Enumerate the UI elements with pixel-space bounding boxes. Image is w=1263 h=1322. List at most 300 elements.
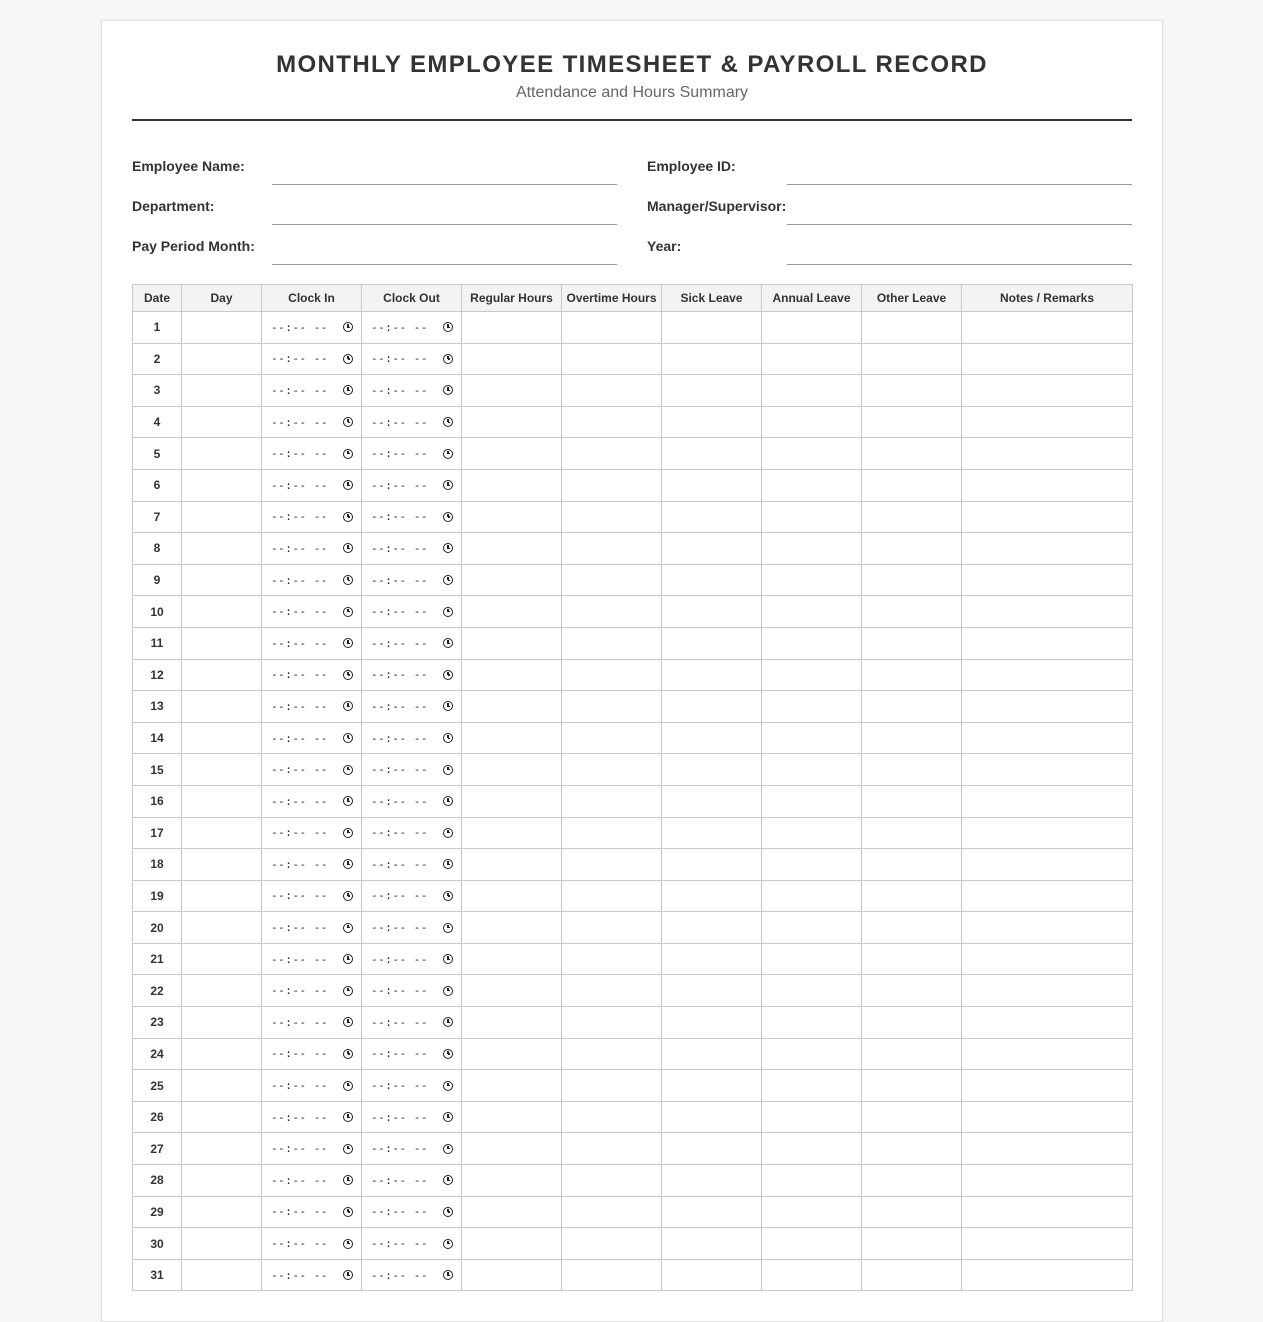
annual-leave-cell[interactable] [762, 343, 862, 375]
overtime-hours-cell[interactable] [562, 1196, 662, 1228]
clock-icon[interactable] [443, 923, 453, 933]
clock-in-time-input[interactable] [262, 1079, 361, 1092]
notes-cell[interactable] [962, 1038, 1133, 1070]
notes-cell[interactable] [962, 564, 1133, 596]
clock-icon[interactable] [343, 575, 353, 585]
notes-cell[interactable] [962, 375, 1133, 407]
clock-in-time-input[interactable] [262, 700, 361, 713]
day-cell[interactable] [182, 438, 262, 470]
year-input[interactable] [787, 232, 1132, 265]
regular-hours-cell[interactable] [462, 406, 562, 438]
other-leave-cell[interactable] [862, 627, 962, 659]
overtime-hours-cell[interactable] [562, 533, 662, 565]
other-leave-cell[interactable] [862, 880, 962, 912]
clock-in-time-input[interactable] [262, 921, 361, 934]
sick-leave-cell[interactable] [662, 817, 762, 849]
clock-out-time-input[interactable] [362, 447, 461, 460]
other-leave-cell[interactable] [862, 1196, 962, 1228]
other-leave-cell[interactable] [862, 975, 962, 1007]
regular-hours-cell[interactable] [462, 975, 562, 1007]
overtime-hours-cell[interactable] [562, 659, 662, 691]
clock-icon[interactable] [343, 638, 353, 648]
clock-icon[interactable] [343, 354, 353, 364]
sick-leave-cell[interactable] [662, 785, 762, 817]
overtime-hours-cell[interactable] [562, 406, 662, 438]
clock-icon[interactable] [443, 354, 453, 364]
clock-out-time-input[interactable] [362, 384, 461, 397]
notes-cell[interactable] [962, 343, 1133, 375]
day-cell[interactable] [182, 943, 262, 975]
day-cell[interactable] [182, 975, 262, 1007]
notes-cell[interactable] [962, 533, 1133, 565]
clock-icon[interactable] [343, 1081, 353, 1091]
annual-leave-cell[interactable] [762, 943, 862, 975]
other-leave-cell[interactable] [862, 817, 962, 849]
day-cell[interactable] [182, 312, 262, 344]
other-leave-cell[interactable] [862, 691, 962, 723]
annual-leave-cell[interactable] [762, 754, 862, 786]
day-cell[interactable] [182, 722, 262, 754]
clock-out-time-input[interactable] [362, 1205, 461, 1218]
day-cell[interactable] [182, 406, 262, 438]
clock-icon[interactable] [443, 733, 453, 743]
regular-hours-cell[interactable] [462, 1165, 562, 1197]
sick-leave-cell[interactable] [662, 849, 762, 881]
other-leave-cell[interactable] [862, 406, 962, 438]
sick-leave-cell[interactable] [662, 1133, 762, 1165]
other-leave-cell[interactable] [862, 564, 962, 596]
day-cell[interactable] [182, 1228, 262, 1260]
clock-in-time-input[interactable] [262, 637, 361, 650]
notes-cell[interactable] [962, 1165, 1133, 1197]
clock-out-time-input[interactable] [362, 574, 461, 587]
annual-leave-cell[interactable] [762, 691, 862, 723]
regular-hours-cell[interactable] [462, 469, 562, 501]
clock-icon[interactable] [443, 1175, 453, 1185]
clock-out-time-input[interactable] [362, 416, 461, 429]
clock-in-time-input[interactable] [262, 858, 361, 871]
regular-hours-cell[interactable] [462, 1038, 562, 1070]
annual-leave-cell[interactable] [762, 469, 862, 501]
clock-icon[interactable] [343, 480, 353, 490]
sick-leave-cell[interactable] [662, 501, 762, 533]
clock-icon[interactable] [443, 385, 453, 395]
clock-out-time-input[interactable] [362, 826, 461, 839]
clock-icon[interactable] [343, 543, 353, 553]
other-leave-cell[interactable] [862, 375, 962, 407]
overtime-hours-cell[interactable] [562, 343, 662, 375]
regular-hours-cell[interactable] [462, 438, 562, 470]
clock-in-time-input[interactable] [262, 321, 361, 334]
clock-in-time-input[interactable] [262, 826, 361, 839]
annual-leave-cell[interactable] [762, 849, 862, 881]
clock-out-time-input[interactable] [362, 732, 461, 745]
sick-leave-cell[interactable] [662, 691, 762, 723]
clock-icon[interactable] [443, 543, 453, 553]
annual-leave-cell[interactable] [762, 912, 862, 944]
clock-icon[interactable] [443, 1049, 453, 1059]
clock-out-time-input[interactable] [362, 1016, 461, 1029]
regular-hours-cell[interactable] [462, 1228, 562, 1260]
annual-leave-cell[interactable] [762, 533, 862, 565]
sick-leave-cell[interactable] [662, 1259, 762, 1291]
clock-in-time-input[interactable] [262, 1016, 361, 1029]
regular-hours-cell[interactable] [462, 722, 562, 754]
day-cell[interactable] [182, 1101, 262, 1133]
clock-in-time-input[interactable] [262, 953, 361, 966]
day-cell[interactable] [182, 596, 262, 628]
regular-hours-cell[interactable] [462, 849, 562, 881]
clock-in-time-input[interactable] [262, 605, 361, 618]
day-cell[interactable] [182, 754, 262, 786]
regular-hours-cell[interactable] [462, 880, 562, 912]
annual-leave-cell[interactable] [762, 1007, 862, 1039]
notes-cell[interactable] [962, 1259, 1133, 1291]
sick-leave-cell[interactable] [662, 533, 762, 565]
clock-icon[interactable] [343, 449, 353, 459]
clock-icon[interactable] [443, 1017, 453, 1027]
other-leave-cell[interactable] [862, 501, 962, 533]
overtime-hours-cell[interactable] [562, 754, 662, 786]
regular-hours-cell[interactable] [462, 501, 562, 533]
annual-leave-cell[interactable] [762, 1259, 862, 1291]
clock-icon[interactable] [443, 322, 453, 332]
day-cell[interactable] [182, 880, 262, 912]
other-leave-cell[interactable] [862, 596, 962, 628]
overtime-hours-cell[interactable] [562, 1165, 662, 1197]
day-cell[interactable] [182, 1133, 262, 1165]
clock-out-time-input[interactable] [362, 1269, 461, 1282]
notes-cell[interactable] [962, 1196, 1133, 1228]
notes-cell[interactable] [962, 659, 1133, 691]
other-leave-cell[interactable] [862, 754, 962, 786]
overtime-hours-cell[interactable] [562, 564, 662, 596]
clock-icon[interactable] [343, 1270, 353, 1280]
clock-icon[interactable] [343, 1112, 353, 1122]
annual-leave-cell[interactable] [762, 1133, 862, 1165]
overtime-hours-cell[interactable] [562, 438, 662, 470]
sick-leave-cell[interactable] [662, 438, 762, 470]
overtime-hours-cell[interactable] [562, 943, 662, 975]
other-leave-cell[interactable] [862, 1070, 962, 1102]
other-leave-cell[interactable] [862, 943, 962, 975]
other-leave-cell[interactable] [862, 785, 962, 817]
overtime-hours-cell[interactable] [562, 975, 662, 1007]
annual-leave-cell[interactable] [762, 1228, 862, 1260]
day-cell[interactable] [182, 1165, 262, 1197]
overtime-hours-cell[interactable] [562, 722, 662, 754]
clock-icon[interactable] [343, 986, 353, 996]
clock-icon[interactable] [443, 1239, 453, 1249]
clock-icon[interactable] [343, 322, 353, 332]
clock-out-time-input[interactable] [362, 542, 461, 555]
other-leave-cell[interactable] [862, 1165, 962, 1197]
clock-icon[interactable] [443, 859, 453, 869]
notes-cell[interactable] [962, 1133, 1133, 1165]
sick-leave-cell[interactable] [662, 564, 762, 596]
day-cell[interactable] [182, 501, 262, 533]
sick-leave-cell[interactable] [662, 627, 762, 659]
sick-leave-cell[interactable] [662, 943, 762, 975]
employee-name-input[interactable] [272, 152, 617, 185]
clock-in-time-input[interactable] [262, 479, 361, 492]
day-cell[interactable] [182, 1259, 262, 1291]
overtime-hours-cell[interactable] [562, 469, 662, 501]
notes-cell[interactable] [962, 1228, 1133, 1260]
notes-cell[interactable] [962, 1070, 1133, 1102]
annual-leave-cell[interactable] [762, 1101, 862, 1133]
sick-leave-cell[interactable] [662, 754, 762, 786]
clock-in-time-input[interactable] [262, 1205, 361, 1218]
overtime-hours-cell[interactable] [562, 849, 662, 881]
regular-hours-cell[interactable] [462, 312, 562, 344]
clock-out-time-input[interactable] [362, 984, 461, 997]
regular-hours-cell[interactable] [462, 564, 562, 596]
clock-out-time-input[interactable] [362, 510, 461, 523]
clock-icon[interactable] [343, 733, 353, 743]
other-leave-cell[interactable] [862, 533, 962, 565]
annual-leave-cell[interactable] [762, 627, 862, 659]
clock-in-time-input[interactable] [262, 510, 361, 523]
notes-cell[interactable] [962, 722, 1133, 754]
clock-icon[interactable] [343, 1239, 353, 1249]
clock-icon[interactable] [343, 607, 353, 617]
sick-leave-cell[interactable] [662, 912, 762, 944]
sick-leave-cell[interactable] [662, 596, 762, 628]
day-cell[interactable] [182, 375, 262, 407]
clock-in-time-input[interactable] [262, 416, 361, 429]
overtime-hours-cell[interactable] [562, 785, 662, 817]
clock-in-time-input[interactable] [262, 1237, 361, 1250]
clock-icon[interactable] [443, 954, 453, 964]
annual-leave-cell[interactable] [762, 312, 862, 344]
employee-id-input[interactable] [787, 152, 1132, 185]
annual-leave-cell[interactable] [762, 722, 862, 754]
clock-out-time-input[interactable] [362, 479, 461, 492]
notes-cell[interactable] [962, 406, 1133, 438]
annual-leave-cell[interactable] [762, 785, 862, 817]
day-cell[interactable] [182, 533, 262, 565]
other-leave-cell[interactable] [862, 438, 962, 470]
clock-in-time-input[interactable] [262, 542, 361, 555]
overtime-hours-cell[interactable] [562, 691, 662, 723]
clock-icon[interactable] [343, 828, 353, 838]
other-leave-cell[interactable] [862, 659, 962, 691]
sick-leave-cell[interactable] [662, 722, 762, 754]
clock-in-time-input[interactable] [262, 795, 361, 808]
clock-icon[interactable] [443, 1207, 453, 1217]
clock-out-time-input[interactable] [362, 700, 461, 713]
clock-in-time-input[interactable] [262, 1269, 361, 1282]
regular-hours-cell[interactable] [462, 659, 562, 691]
overtime-hours-cell[interactable] [562, 501, 662, 533]
clock-in-time-input[interactable] [262, 574, 361, 587]
clock-icon[interactable] [443, 480, 453, 490]
overtime-hours-cell[interactable] [562, 1101, 662, 1133]
day-cell[interactable] [182, 691, 262, 723]
regular-hours-cell[interactable] [462, 375, 562, 407]
clock-icon[interactable] [343, 796, 353, 806]
overtime-hours-cell[interactable] [562, 912, 662, 944]
overtime-hours-cell[interactable] [562, 1007, 662, 1039]
annual-leave-cell[interactable] [762, 817, 862, 849]
clock-out-time-input[interactable] [362, 795, 461, 808]
clock-icon[interactable] [343, 923, 353, 933]
clock-in-time-input[interactable] [262, 732, 361, 745]
clock-icon[interactable] [443, 607, 453, 617]
clock-in-time-input[interactable] [262, 384, 361, 397]
notes-cell[interactable] [962, 912, 1133, 944]
regular-hours-cell[interactable] [462, 1133, 562, 1165]
clock-out-time-input[interactable] [362, 321, 461, 334]
overtime-hours-cell[interactable] [562, 596, 662, 628]
day-cell[interactable] [182, 469, 262, 501]
other-leave-cell[interactable] [862, 1133, 962, 1165]
overtime-hours-cell[interactable] [562, 1070, 662, 1102]
notes-cell[interactable] [962, 975, 1133, 1007]
clock-icon[interactable] [443, 670, 453, 680]
clock-icon[interactable] [343, 417, 353, 427]
clock-icon[interactable] [443, 1144, 453, 1154]
notes-cell[interactable] [962, 943, 1133, 975]
sick-leave-cell[interactable] [662, 1038, 762, 1070]
clock-icon[interactable] [343, 385, 353, 395]
other-leave-cell[interactable] [862, 722, 962, 754]
clock-in-time-input[interactable] [262, 1174, 361, 1187]
clock-icon[interactable] [343, 1017, 353, 1027]
notes-cell[interactable] [962, 627, 1133, 659]
overtime-hours-cell[interactable] [562, 627, 662, 659]
annual-leave-cell[interactable] [762, 596, 862, 628]
clock-out-time-input[interactable] [362, 668, 461, 681]
clock-icon[interactable] [443, 828, 453, 838]
annual-leave-cell[interactable] [762, 975, 862, 1007]
annual-leave-cell[interactable] [762, 1038, 862, 1070]
regular-hours-cell[interactable] [462, 943, 562, 975]
manager-input[interactable] [787, 192, 1132, 225]
sick-leave-cell[interactable] [662, 1007, 762, 1039]
day-cell[interactable] [182, 817, 262, 849]
regular-hours-cell[interactable] [462, 1196, 562, 1228]
regular-hours-cell[interactable] [462, 912, 562, 944]
clock-out-time-input[interactable] [362, 953, 461, 966]
clock-out-time-input[interactable] [362, 1174, 461, 1187]
annual-leave-cell[interactable] [762, 1196, 862, 1228]
clock-out-time-input[interactable] [362, 637, 461, 650]
sick-leave-cell[interactable] [662, 1196, 762, 1228]
clock-in-time-input[interactable] [262, 889, 361, 902]
clock-out-time-input[interactable] [362, 1079, 461, 1092]
clock-icon[interactable] [443, 765, 453, 775]
regular-hours-cell[interactable] [462, 1101, 562, 1133]
annual-leave-cell[interactable] [762, 406, 862, 438]
regular-hours-cell[interactable] [462, 627, 562, 659]
regular-hours-cell[interactable] [462, 1070, 562, 1102]
clock-icon[interactable] [343, 1175, 353, 1185]
sick-leave-cell[interactable] [662, 469, 762, 501]
regular-hours-cell[interactable] [462, 754, 562, 786]
notes-cell[interactable] [962, 849, 1133, 881]
notes-cell[interactable] [962, 501, 1133, 533]
clock-icon[interactable] [343, 859, 353, 869]
day-cell[interactable] [182, 564, 262, 596]
clock-in-time-input[interactable] [262, 447, 361, 460]
notes-cell[interactable] [962, 1007, 1133, 1039]
overtime-hours-cell[interactable] [562, 312, 662, 344]
other-leave-cell[interactable] [862, 312, 962, 344]
clock-out-time-input[interactable] [362, 1047, 461, 1060]
clock-icon[interactable] [343, 891, 353, 901]
sick-leave-cell[interactable] [662, 1165, 762, 1197]
clock-out-time-input[interactable] [362, 1237, 461, 1250]
clock-in-time-input[interactable] [262, 763, 361, 776]
clock-icon[interactable] [343, 1207, 353, 1217]
day-cell[interactable] [182, 659, 262, 691]
other-leave-cell[interactable] [862, 1101, 962, 1133]
regular-hours-cell[interactable] [462, 1259, 562, 1291]
clock-out-time-input[interactable] [362, 763, 461, 776]
notes-cell[interactable] [962, 312, 1133, 344]
notes-cell[interactable] [962, 1101, 1133, 1133]
clock-in-time-input[interactable] [262, 1047, 361, 1060]
clock-out-time-input[interactable] [362, 352, 461, 365]
regular-hours-cell[interactable] [462, 596, 562, 628]
regular-hours-cell[interactable] [462, 691, 562, 723]
sick-leave-cell[interactable] [662, 312, 762, 344]
day-cell[interactable] [182, 1038, 262, 1070]
notes-cell[interactable] [962, 596, 1133, 628]
notes-cell[interactable] [962, 785, 1133, 817]
overtime-hours-cell[interactable] [562, 1133, 662, 1165]
other-leave-cell[interactable] [862, 1259, 962, 1291]
other-leave-cell[interactable] [862, 343, 962, 375]
annual-leave-cell[interactable] [762, 880, 862, 912]
day-cell[interactable] [182, 627, 262, 659]
annual-leave-cell[interactable] [762, 1070, 862, 1102]
day-cell[interactable] [182, 1070, 262, 1102]
regular-hours-cell[interactable] [462, 343, 562, 375]
annual-leave-cell[interactable] [762, 438, 862, 470]
clock-icon[interactable] [443, 1112, 453, 1122]
regular-hours-cell[interactable] [462, 533, 562, 565]
clock-in-time-input[interactable] [262, 668, 361, 681]
clock-in-time-input[interactable] [262, 1142, 361, 1155]
clock-in-time-input[interactable] [262, 1111, 361, 1124]
regular-hours-cell[interactable] [462, 1007, 562, 1039]
clock-icon[interactable] [443, 512, 453, 522]
clock-icon[interactable] [343, 670, 353, 680]
sick-leave-cell[interactable] [662, 406, 762, 438]
clock-icon[interactable] [443, 1081, 453, 1091]
clock-out-time-input[interactable] [362, 858, 461, 871]
sick-leave-cell[interactable] [662, 880, 762, 912]
day-cell[interactable] [182, 849, 262, 881]
annual-leave-cell[interactable] [762, 1165, 862, 1197]
day-cell[interactable] [182, 912, 262, 944]
clock-icon[interactable] [343, 1049, 353, 1059]
annual-leave-cell[interactable] [762, 564, 862, 596]
clock-out-time-input[interactable] [362, 1111, 461, 1124]
sick-leave-cell[interactable] [662, 1101, 762, 1133]
clock-out-time-input[interactable] [362, 921, 461, 934]
overtime-hours-cell[interactable] [562, 1259, 662, 1291]
sick-leave-cell[interactable] [662, 1228, 762, 1260]
clock-icon[interactable] [443, 417, 453, 427]
department-input[interactable] [272, 192, 617, 225]
other-leave-cell[interactable] [862, 1038, 962, 1070]
clock-icon[interactable] [343, 512, 353, 522]
sick-leave-cell[interactable] [662, 1070, 762, 1102]
